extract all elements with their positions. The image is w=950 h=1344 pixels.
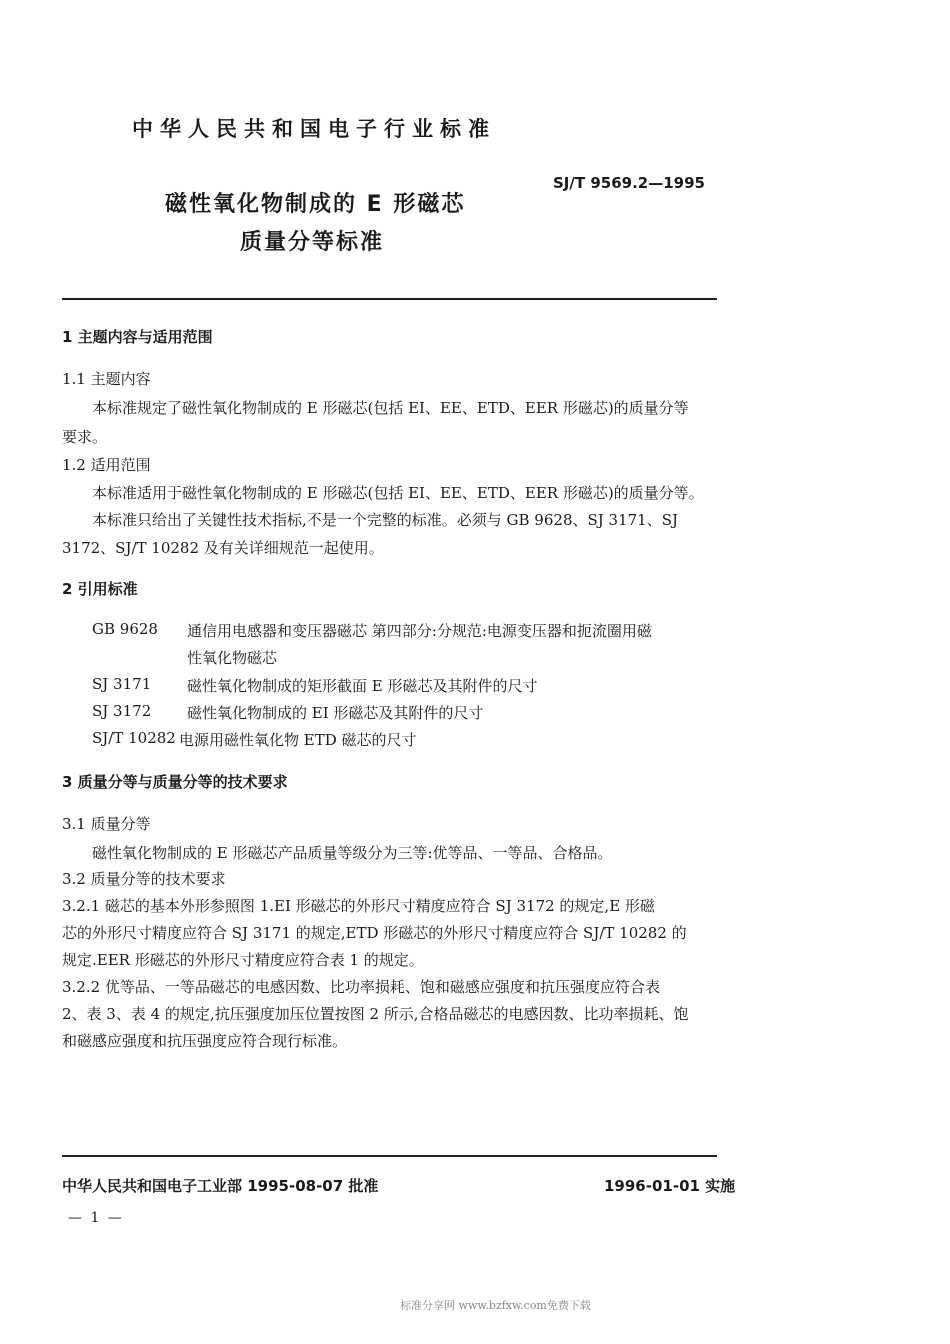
approval-statement: 中华人民共和国电子工业部 1995-08-07 批准	[62, 1177, 379, 1195]
section-3-1-heading: 3.1 质量分等	[62, 815, 151, 833]
section-3-2-heading: 3.2 质量分等的技术要求	[62, 870, 226, 888]
issuing-body-heading: 中华人民共和国电子行业标准	[132, 117, 496, 141]
section-3-2-2-paragraph-line2: 2、表 3、表 4 的规定,抗压强度加压位置按图 2 所示,合格品磁芯的电感因数、比功率损耗、饱	[62, 1005, 689, 1023]
reference-description-continued: 性氧化物磁芯	[187, 649, 278, 667]
section-1-2-paragraph-line3: 3172、SJ/T 10282 及有关详细规范一起使用。	[62, 539, 384, 557]
reference-description: 电源用磁性氧化物 ETD 磁芯的尺寸	[179, 731, 417, 749]
reference-description: 磁性氧化物制成的矩形截面 E 形磁芯及其附件的尺寸	[187, 677, 538, 695]
section-1-2-heading: 1.2 适用范围	[62, 456, 151, 474]
reference-code: GB 9628	[92, 620, 158, 638]
section-3-1-paragraph: 磁性氧化物制成的 E 形磁芯产品质量等级分为三等:优等品、一等品、合格品。	[92, 844, 613, 862]
reference-description: 磁性氧化物制成的 EI 形磁芯及其附件的尺寸	[187, 704, 484, 722]
section-3-2-1-paragraph-line2: 芯的外形尺寸精度应符合 SJ 3171 的规定,ETD 形磁芯的外形尺寸精度应符合 SJ/T 10282 的	[62, 924, 687, 942]
top-divider	[62, 298, 717, 300]
section-3-2-2-paragraph-line3: 和磁感应强度和抗压强度应符合现行标准。	[62, 1032, 348, 1050]
reference-description: 通信用电感器和变压器磁芯 第四部分:分规范:电源变压器和扼流圈用磁	[187, 622, 652, 640]
section-1-1-paragraph-line1: 本标准规定了磁性氧化物制成的 E 形磁芯(包括 EI、EE、ETD、EER 形磁芯)的质量分等	[92, 399, 689, 417]
reference-code: SJ 3172	[92, 702, 152, 720]
reference-code: SJ 3171	[92, 675, 152, 693]
section-2-heading: 2 引用标准	[62, 580, 138, 598]
section-3-2-1-paragraph-line3: 规定.EER 形磁芯的外形尺寸精度应符合表 1 的规定。	[62, 951, 424, 969]
reference-code: SJ/T 10282	[92, 729, 176, 747]
section-1-1-heading: 1.1 主题内容	[62, 370, 151, 388]
section-1-2-paragraph-line1: 本标准适用于磁性氧化物制成的 E 形磁芯(包括 EI、EE、ETD、EER 形磁芯)的质量分等。	[92, 484, 704, 502]
section-1-heading: 1 主题内容与适用范围	[62, 328, 213, 346]
section-1-2-paragraph-line2: 本标准只给出了关键性技术指标,不是一个完整的标准。必须与 GB 9628、SJ 3171、SJ	[92, 511, 679, 529]
bottom-divider	[62, 1155, 717, 1157]
standard-code: SJ/T 9569.2—1995	[553, 174, 705, 192]
section-1-1-paragraph-line2: 要求。	[62, 428, 108, 446]
effective-date: 1996-01-01 实施	[604, 1177, 736, 1195]
watermark-text: 标准分享网 www.bzfxw.com免费下载	[400, 1299, 591, 1312]
page-number: — 1 —	[68, 1210, 124, 1226]
section-3-heading: 3 质量分等与质量分等的技术要求	[62, 773, 288, 791]
document-title-line2: 质量分等标准	[240, 230, 385, 255]
section-3-2-1-paragraph-line1: 3.2.1 磁芯的基本外形参照图 1.EI 形磁芯的外形尺寸精度应符合 SJ 3172 的规定,E 形磁	[62, 897, 655, 915]
document-title-line1: 磁性氧化物制成的 E 形磁芯	[165, 192, 466, 217]
section-3-2-2-paragraph-line1: 3.2.2 优等品、一等品磁芯的电感因数、比功率损耗、饱和磁感应强度和抗压强度应符合表	[62, 978, 660, 996]
